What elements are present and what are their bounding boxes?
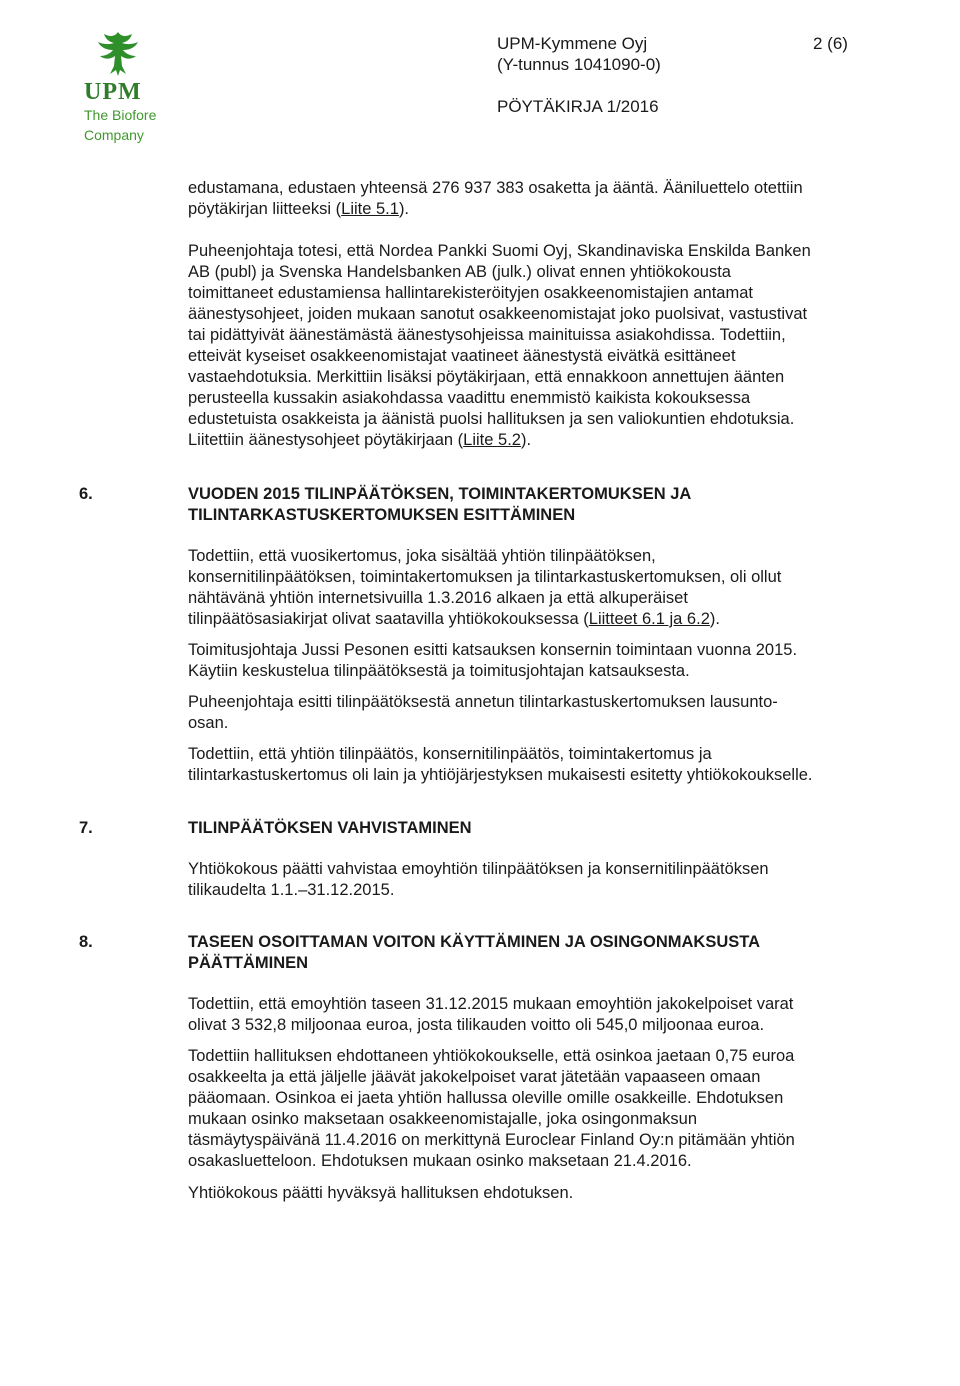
- text-line: Puheenjohtaja totesi, että Nordea Pankki Suomi Oyj, Skandinaviska Enskilda Banken: [188, 242, 811, 260]
- section-6-number: 6.: [79, 485, 93, 503]
- text-line: Todettiin, että yhtiön tilinpäätös, konsernitilinpäätös, toimintakertomus ja: [188, 745, 712, 763]
- griffin-icon: [88, 28, 148, 78]
- section-6-paragraph-1: [188, 546, 878, 630]
- page-number: 2 (6): [813, 34, 848, 53]
- section-8-paragraph-3: Yhtiökokous päätti hyväksyä hallituksen ehdotuksen.: [188, 1184, 574, 1202]
- text-line: Todettiin hallituksen ehdottaneen yhtiökokoukselle, että osinkoa jaetaan 0,75 euroa: [188, 1047, 795, 1065]
- title-line: TASEEN OSOITTAMAN VOITON KÄYTTÄMINEN JA OSINGONMAKSUSTA: [188, 933, 761, 951]
- header-company-block: [497, 33, 661, 75]
- title-line: TILINTARKASTUSKERTOMUKSEN ESITTÄMINEN: [188, 506, 576, 524]
- section-8-title: [188, 932, 848, 974]
- text-line: osakkeelta ja että jäljelle jäävät jakokelpoiset varat jätetään vapaaseen omaan: [188, 1068, 761, 1086]
- text-line: Yhtiökokous päätti vahvistaa emoyhtiön tilinpäätöksen ja konsernitilinpäätöksen: [188, 860, 769, 878]
- text-line: AB (publ) ja Svenska Handelsbanken AB (julk.) olivat ennen yhtiökokousta: [188, 263, 731, 281]
- text-line: ).: [709, 610, 720, 628]
- text-line: etteivät kyseiset osakkeenomistajat vaatineet äänestystä eivätkä esittäneet: [188, 347, 736, 365]
- section-8-paragraph-1: [188, 994, 878, 1036]
- text-line: tilikaudelta 1.1.–31.12.2015.: [188, 881, 395, 899]
- text-line: äänestysohjeet, joiden mukaan sanotut osakkeenomistajat joko puolsivat, vastustivat: [188, 305, 808, 323]
- text-line: edustetuista osakkeista ja äänistä puolsi hallituksen ja sen valiokuntien ehdotuksia.: [188, 410, 795, 428]
- section-8-paragraph-2: [188, 1046, 878, 1172]
- section-6-title: [188, 484, 848, 526]
- text-line: edustamana, edustaen yhteensä 276 937 383 osaketta ja ääntä. Ääniluettelo otettiin: [188, 179, 803, 197]
- section-6-paragraph-4: [188, 744, 878, 786]
- text-line: pääomaan. Osinkoa ei jaeta yhtiön hallussa oleville omille osakkeille. Ehdotuksen: [188, 1089, 784, 1107]
- text-line: ).: [520, 431, 532, 449]
- attachment-link[interactable]: Liite 5.2: [463, 431, 521, 449]
- section-8-number: 8.: [79, 933, 93, 951]
- text-line: olivat 3 532,8 miljoonaa euroa, josta tilikauden voitto oli 545,0 miljoonaa euroa.: [188, 1016, 765, 1034]
- text-line: vastaehdotuksia. Merkittiin lisäksi pöytäkirjaan, että ennakkoon annettujen äänten: [188, 368, 785, 386]
- company-name: UPM-Kymmene Oyj: [497, 34, 648, 53]
- attachment-link[interactable]: Liitteet 6.1 ja 6.2: [588, 610, 710, 628]
- logo-tagline-line1: The Biofore: [84, 107, 157, 123]
- text-line: ).: [398, 200, 410, 218]
- section-6-paragraph-2: [188, 640, 878, 682]
- text-line: Toimitusjohtaja Jussi Pesonen esitti katsauksen konsernin toimintaan vuonna 2015.: [188, 641, 798, 659]
- text-line: tai pidättyivät äänestämästä äänestysohjeissa mainituissa asiakohdissa. Todettiin,: [188, 326, 786, 344]
- section-6-paragraph-3: [188, 692, 878, 734]
- text-line: tilintarkastuskertomus oli lain ja yhtiöjärjestyksen mukaisesti esitetty yhtiökokoukselle.: [188, 766, 813, 784]
- intro-paragraph-2: [188, 241, 878, 451]
- text-line: osakasluetteloon. Ehdotuksen mukaan osinko maksetaan 21.4.2016.: [188, 1152, 692, 1170]
- logo-tagline-line2: Company: [84, 127, 144, 143]
- attachment-link[interactable]: Liite 5.1: [341, 200, 399, 218]
- text-line: Puheenjohtaja esitti tilinpäätöksestä annetun tilintarkastuskertomuksen lausunto-: [188, 693, 778, 711]
- section-7-title: TILINPÄÄTÖKSEN VAHVISTAMINEN: [188, 819, 472, 837]
- text-line: Todettiin, että emoyhtiön taseen 31.12.2015 mukaan emoyhtiön jakokelpoiset varat: [188, 995, 794, 1013]
- text-line: Liitettiin äänestysohjeet pöytäkirjaan (: [188, 431, 464, 449]
- text-line: perusteella kussakin asiakohdassa vaadittu enemmistö kaikista kokouksessa: [188, 389, 751, 407]
- text-line: Todettiin, että vuosikertomus, joka sisältää yhtiön tilinpäätöksen,: [188, 547, 656, 565]
- text-line: Käytiin keskustelua tilinpäätöksestä ja toimitusjohtajan katsauksesta.: [188, 662, 690, 680]
- title-line: VUODEN 2015 TILINPÄÄTÖKSEN, TOIMINTAKERTOMUKSEN JA: [188, 485, 692, 503]
- section-7-paragraph-1: [188, 859, 878, 901]
- text-line: konsernitilinpäätöksen, toimintakertomuksen ja tilintarkastuskertomuksen, oli ollut: [188, 568, 782, 586]
- logo-wordmark: UPM: [84, 79, 142, 105]
- text-line: tilinpäätösasiakirjat olivat saatavilla yhtiökokouksessa (: [188, 610, 589, 628]
- text-line: täsmäytyspäivänä 11.4.2016 on merkittynä Euroclear Finland Oy:n pitämään yhtiön: [188, 1131, 795, 1149]
- text-line: mukaan osinko maksetaan osakkeenomistajalle, joka osingonmaksun: [188, 1110, 698, 1128]
- document-title: PÖYTÄKIRJA 1/2016: [497, 97, 659, 116]
- section-7-number: 7.: [79, 819, 93, 837]
- business-id: (Y-tunnus 1041090-0): [497, 55, 661, 74]
- text-line: osan.: [188, 714, 229, 732]
- intro-paragraph-1: [188, 178, 878, 220]
- text-line: toimittaneet edustamiensa hallintarekisteröityjen osakkeenomistajien antamat: [188, 284, 753, 302]
- company-logo: [84, 28, 184, 144]
- text-line: nähtävänä yhtiön internetsivuilla 1.3.2016 alkaen ja että alkuperäiset: [188, 589, 688, 607]
- text-line: pöytäkirjan liitteeksi (: [188, 200, 342, 218]
- title-line: PÄÄTTÄMINEN: [188, 954, 309, 972]
